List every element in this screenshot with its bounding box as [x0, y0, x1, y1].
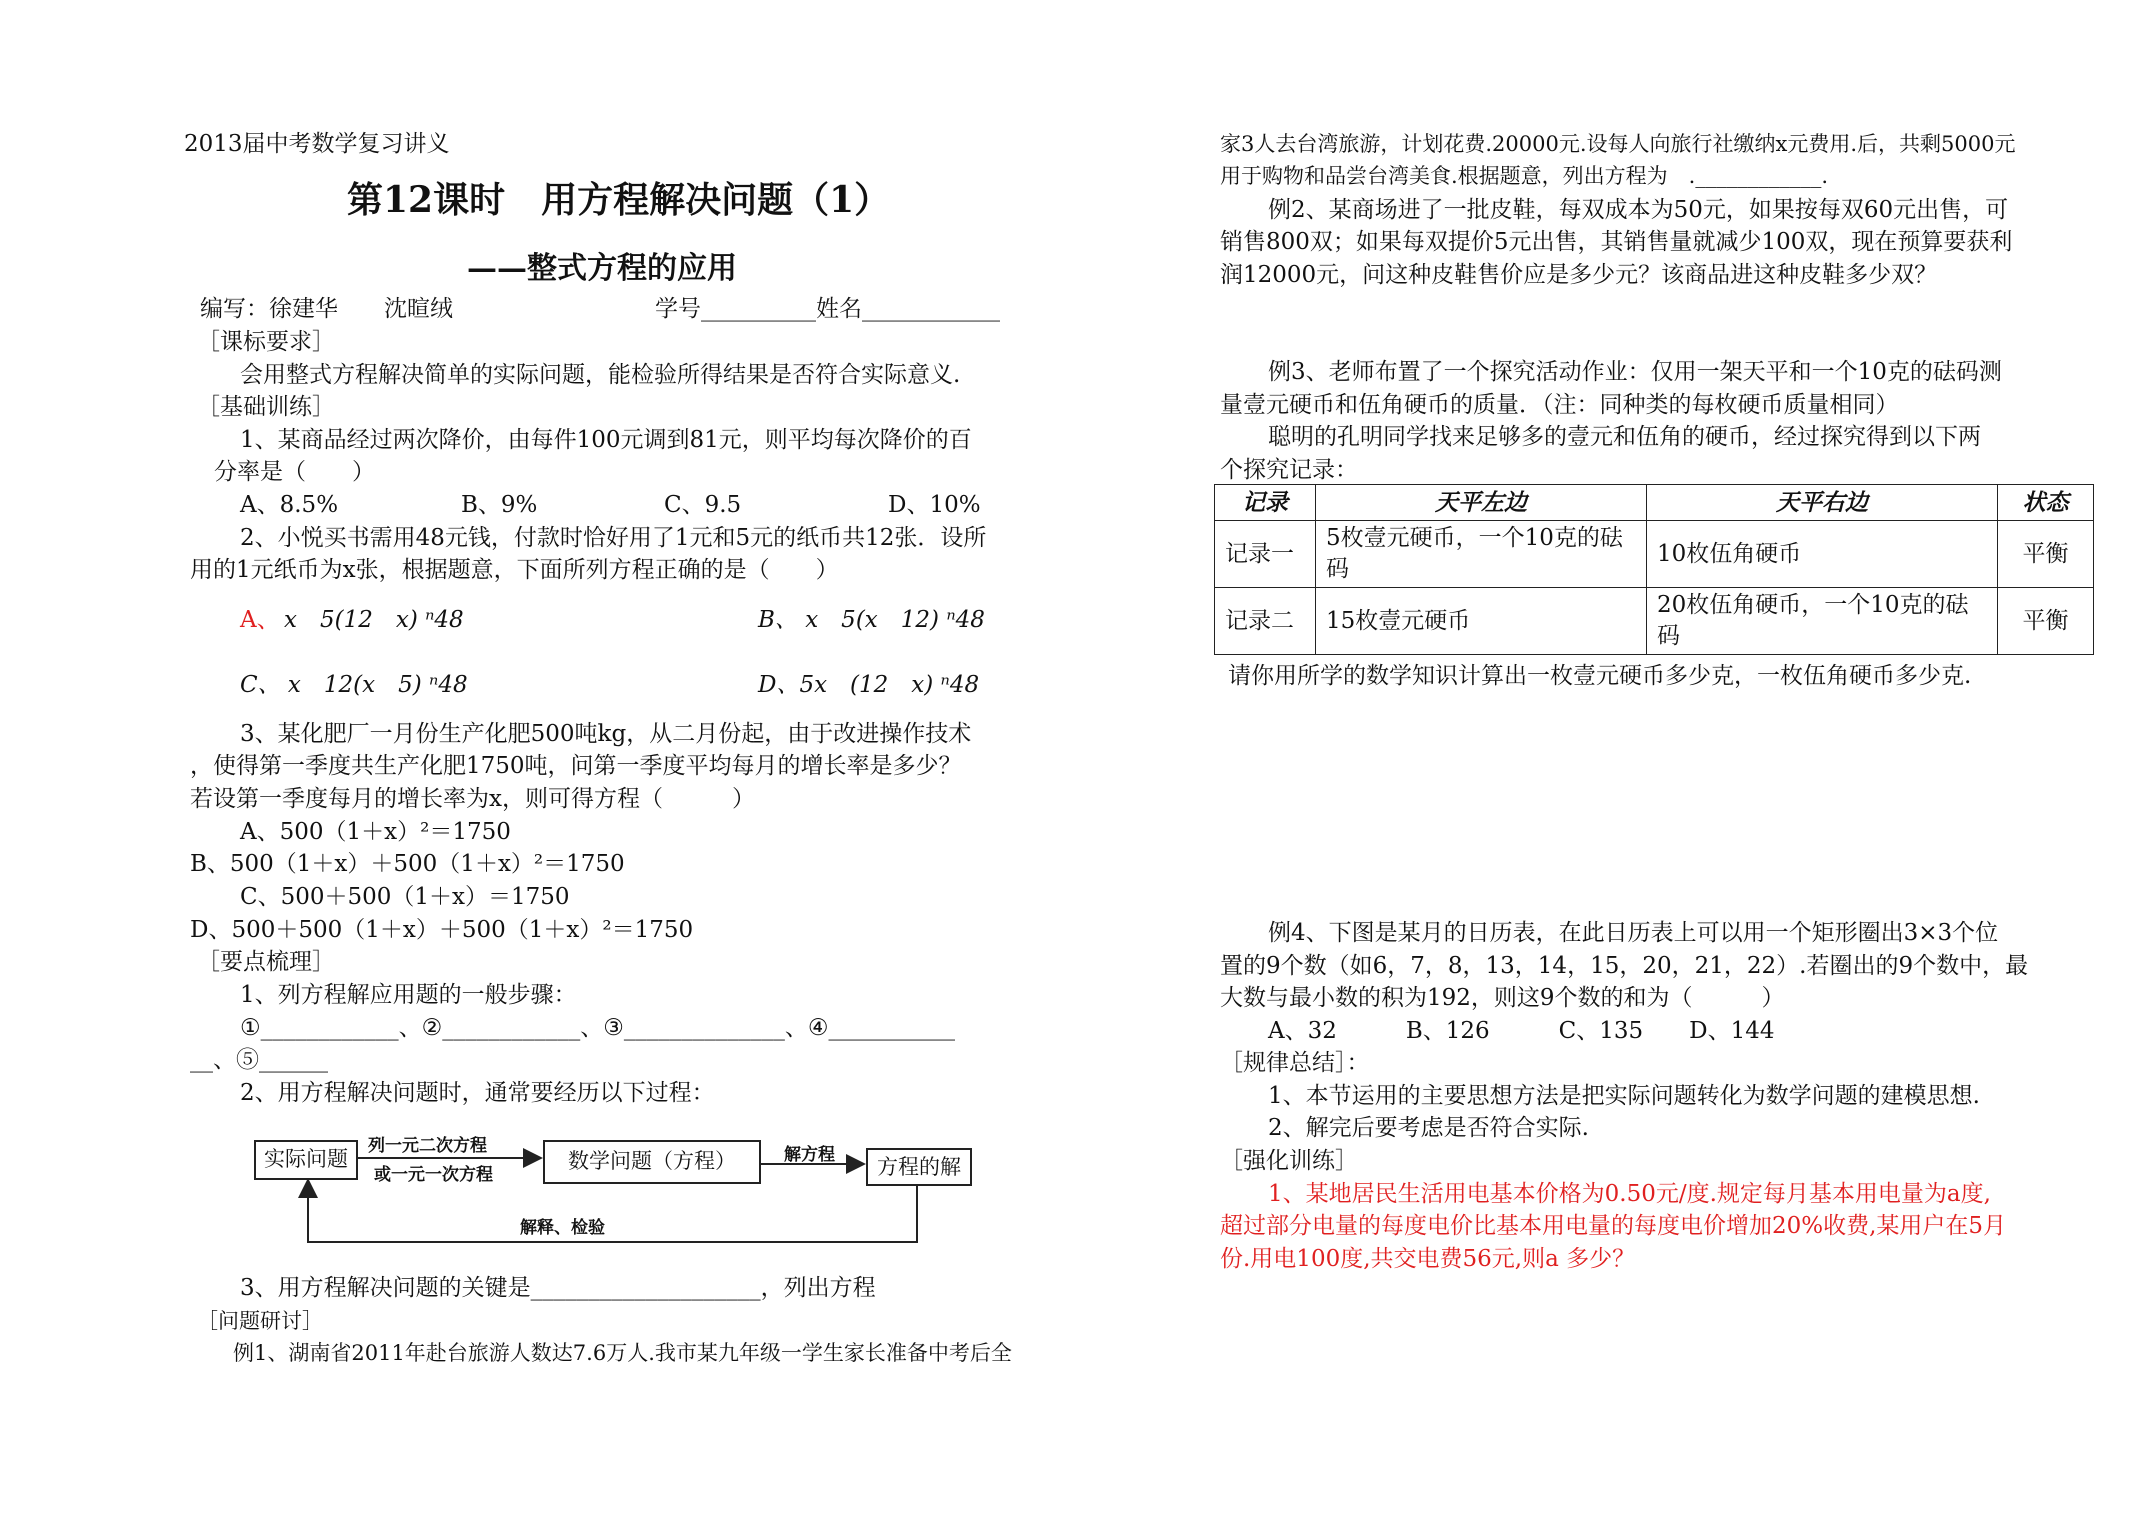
- flow-box-real-problem: 实际问题: [254, 1140, 358, 1180]
- q2-option-c: C、 x 12(x 5) ⁿ48: [240, 672, 468, 698]
- table-cell: 20枚伍角硬币，一个10克的砝码: [1647, 588, 1998, 655]
- ex3-question: 请你用所学的数学知识计算出一枚壹元硬币多少克，一枚伍角硬币多少克.: [1228, 663, 1972, 689]
- flow-box-math-problem: 数学问题（方程）: [543, 1140, 761, 1184]
- ex3-line3: 聪明的孔明同学找来足够多的壹元和伍角的硬币，经过探究得到以下两: [1268, 424, 1981, 450]
- ex4-options: A、32 B、126 C、135 D、144: [1268, 1018, 1775, 1044]
- student-info: 学号__________姓名____________: [655, 296, 1000, 322]
- table-row: [1215, 521, 2094, 588]
- q1-option-b: B、9%: [461, 492, 538, 518]
- q2-line2: 用的1元纸币为x张，根据题意，下面所列方程正确的是（ ）: [190, 557, 839, 583]
- flow-back-label: 解释、检验: [520, 1218, 605, 1238]
- ex4-line3: 大数与最小数的积为192，则这9个数的和为（ ）: [1220, 985, 1785, 1011]
- table-header: 天平左边: [1316, 485, 1647, 521]
- ex4-line2: 置的9个数（如6，7，8，13，14，15，20，21，22）.若圈出的9个数中，最: [1220, 953, 2029, 979]
- kp-key: 3、用方程解决问题的关键是____________________，列出方程: [240, 1275, 876, 1301]
- ex1-line2: 家3人去台湾旅游，计划花费.20000元.设每人向旅行社缴纳x元费用.后，共剩5000元: [1220, 132, 2016, 156]
- strengthen-line1: 1、某地居民生活用电基本价格为0.50元/度.规定每月基本用电量为a度,: [1268, 1181, 1991, 1207]
- authors: 编写：徐建华 沈暄绒: [200, 296, 453, 322]
- q1-option-c: C、9.5: [664, 492, 742, 518]
- ex1-line1: 例1、湖南省2011年赴台旅游人数达7.6万人.我市某九年级一学生家长准备中考后全: [233, 1341, 1012, 1365]
- table-cell: 记录一: [1215, 521, 1316, 588]
- table-row: [1215, 588, 2094, 655]
- q3-option-c: C、500＋500（1＋x）＝1750: [240, 884, 570, 910]
- summary-item-1: 1、本节运用的主要思想方法是把实际问题转化为数学问题的建模思想.: [1268, 1083, 1980, 1109]
- ex2-line2: 销售800双；如果每双提价5元出售，其销售量就减少100双，现在预算要获利: [1220, 229, 2013, 255]
- ex2-line3: 润12000元，问这种皮鞋售价应是多少元？该商品进这种皮鞋多少双？: [1220, 262, 1938, 288]
- section-strengthen: ［强化训练］: [1220, 1148, 1358, 1174]
- kp-step-intro: 1、列方程解应用题的一般步骤：: [240, 982, 577, 1008]
- ex3-line1: 例3、老师布置了一个探究活动作业：仅用一架天平和一个10克的砝码测: [1268, 359, 2002, 385]
- table-header: 记录: [1215, 485, 1316, 521]
- section-keypoints: ［要点梳理］: [197, 949, 335, 975]
- table-cell: 15枚壹元硬币: [1316, 588, 1647, 655]
- q1-option-d: D、10%: [888, 492, 981, 518]
- record-table: [1214, 484, 2094, 655]
- series-title: 2013届中考数学复习讲义: [184, 131, 450, 157]
- flow-arrow1-label-bottom: 或一元一次方程: [374, 1165, 493, 1185]
- q2-option-d: D、5x (12 x) ⁿ48: [758, 672, 980, 698]
- section-summary: ［规律总结］：: [1220, 1050, 1370, 1076]
- flow-arrows: [0, 0, 1100, 1300]
- kp-process-intro: 2、用方程解决问题时，通常要经历以下过程：: [240, 1080, 715, 1106]
- flow-arrow2-label: 解方程: [784, 1145, 835, 1165]
- table-header: 状态: [1998, 485, 2094, 521]
- kp-steps: ①____________、②____________、③______________、④___________: [240, 1015, 955, 1041]
- section-curriculum: ［课标要求］: [197, 329, 335, 355]
- q3-line2: ，使得第一季度共生产化肥1750吨，问第一季度平均每月的增长率是多少？: [190, 753, 962, 779]
- section-basic: ［基础训练］: [197, 394, 335, 420]
- q2-option-b: B、 x 5(x 12) ⁿ48: [758, 607, 985, 633]
- q3-line1: 3、某化肥厂一月份生产化肥500吨kg，从二月份起，由于改进操作技术: [240, 721, 972, 747]
- q3-option-a: A、500（1＋x）²＝1750: [240, 819, 511, 845]
- q2-line1: 2、小悦买书需用48元钱，付款时恰好用了1元和5元的纸币共12张．设所: [240, 525, 987, 551]
- summary-item-2: 2、解完后要考虑是否符合实际.: [1268, 1115, 1589, 1141]
- kp-steps-cont: __、⑤______: [190, 1047, 328, 1073]
- page-subtitle: ——整式方程的应用: [467, 251, 737, 286]
- q2-option-a: x 5(12 x) ⁿ48: [284, 607, 464, 633]
- q3-option-b: B、500（1＋x）＋500（1＋x）²＝1750: [190, 851, 625, 877]
- strengthen-line2: 超过部分电量的每度电价比基本用电量的每度电价增加20%收费,某用户在5月: [1220, 1213, 2007, 1239]
- flow-arrow1-label-top: 列一元二次方程: [368, 1136, 487, 1156]
- q1-line1: 1、某商品经过两次降价，由每件100元调到81元，则平均每次降价的百: [240, 427, 972, 453]
- section-study: ［问题研讨］: [197, 1309, 323, 1333]
- table-header-row: [1215, 485, 2094, 521]
- table-cell: 平衡: [1998, 521, 2094, 588]
- ex4-line1: 例4、下图是某月的日历表，在此日历表上可以用一个矩形圈出3×3个位: [1268, 920, 1999, 946]
- q3-line3: 若设第一季度每月的增长率为x，则可得方程（ ）: [190, 786, 755, 812]
- page-title: 第12课时 用方程解决问题（1）: [347, 179, 891, 221]
- flow-box-solution: 方程的解: [866, 1148, 972, 1186]
- table-cell: 记录二: [1215, 588, 1316, 655]
- table-header: 天平右边: [1647, 485, 1998, 521]
- ex2-line1: 例2、某商场进了一批皮鞋，每双成本为50元，如果按每双60元出售，可: [1268, 197, 2009, 223]
- table-cell: 平衡: [1998, 588, 2094, 655]
- q2-option-a-label: A、: [240, 607, 280, 633]
- q3-option-d: D、500＋500（1＋x）＋500（1＋x）²＝1750: [190, 917, 694, 943]
- ex3-line2: 量壹元硬币和伍角硬币的质量．（注：同种类的每枚硬币质量相同）: [1220, 392, 1899, 418]
- strengthen-line3: 份.用电100度,共交电费56元,则a 多少？: [1220, 1246, 1636, 1272]
- ex1-line3: 用于购物和品尝台湾美食.根据题意，列出方程为 .____________.: [1220, 164, 1829, 188]
- ex3-line4: 个探究记录：: [1220, 457, 1358, 483]
- q1-line2: 分率是（ ）: [214, 459, 375, 485]
- table-cell: 10枚伍角硬币: [1647, 521, 1998, 588]
- curriculum-text: 会用整式方程解决简单的实际问题，能检验所得结果是否符合实际意义.: [240, 362, 961, 388]
- table-cell: 5枚壹元硬币，一个10克的砝码: [1316, 521, 1647, 588]
- q1-option-a: A、8.5%: [240, 492, 339, 518]
